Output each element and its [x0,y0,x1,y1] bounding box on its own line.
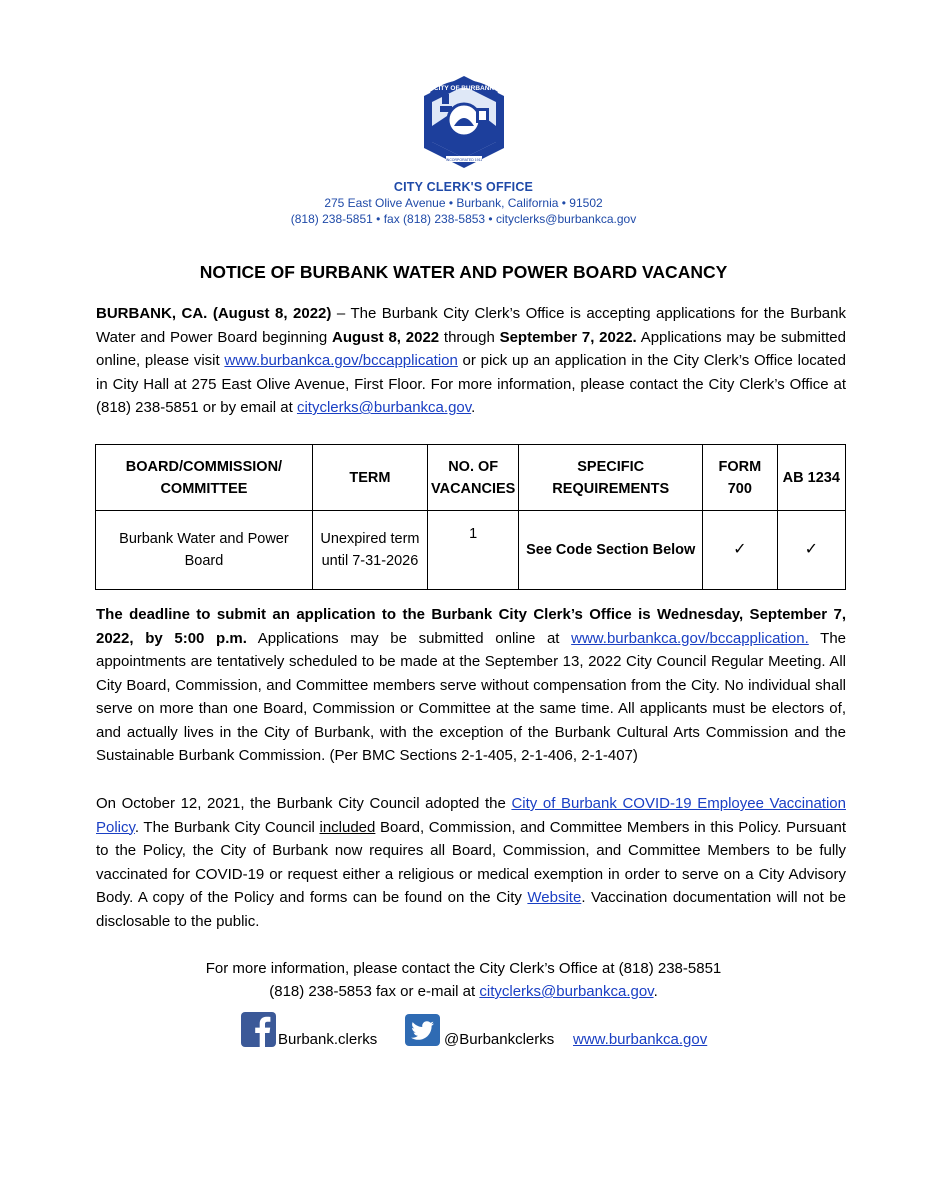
office-address: 275 East Olive Avenue • Burbank, California • 91502 [324,196,603,210]
cell-requirements: See Code Section Below [519,511,703,590]
footer-email-line [0,983,927,1000]
included-word: included [319,818,376,836]
footer-email-suffix: . [653,983,658,1000]
header-requirements: SPECIFIC REQUIREMENTS [519,445,703,511]
header-board: BOARD/COMMISSION/ COMMITTEE [96,445,313,511]
dateline: BURBANK, CA. (August 8, 2022) [96,305,332,322]
office-name: CITY CLERK'S OFFICE [393,180,534,194]
facebook-icon[interactable] [241,1012,276,1047]
facebook-handle-text: Burbank.clerks [278,1031,378,1048]
notice-title: NOTICE OF BURBANK WATER AND POWER BOARD VACANCY [199,262,728,282]
deadline-text-1: Applications may be submitted online at [246,629,572,647]
header-ab1234: AB 1234 [777,445,845,511]
intro-text-2: through [439,328,500,346]
intro-text-3: Applications may be submitted online, please visit [96,328,846,369]
seal-top-text: CITY OF BURBANK [433,85,495,92]
cell-term: Unexpired term until 7-31-2026 [312,511,427,590]
end-date: September 7, 2022. [499,328,637,346]
deadline-text: The deadline to submit an application to the Burbank City Clerk’s Office is Wednesday, September 7, 2022, by 5:00 p.m. [96,606,846,647]
covid-text-2: . The Burbank City Council [134,818,320,836]
header-form700: FORM 700 [703,445,777,511]
intro-text-5: . [471,399,476,416]
cell-vacancies: 1 [428,511,519,590]
footer-email-link[interactable]: cityclerks@burbankca.gov [479,983,654,1000]
covid-paragraph [96,792,846,933]
intro-paragraph [96,302,846,420]
deadline-text-2: The appointments are tentatively scheduled to be made at the September 13, 2022 City Council Regular Meeting. All City Board, Commission, and Committee members serve without compensation from the City. No individual shall serve on more than one Board, Commission or Committee at the same time. All applicants must be electors of, and actually lives in the City of Burbank, with the exception of the Burbank Cultural Arts Commission and the Sustainable Burbank Commission. (Per BMC Sections 2-1-405, 2-1-406, 2-1-407) [96,629,846,764]
twitter-icon[interactable] [405,1014,440,1046]
covid-text-3: Board, Commission, and Committee Members in this Policy. Pursuant to the Policy, the City of Burbank now requires all Board, Commission, and Committee Members to be fully vaccinated for COVID-19 or request either a religious or medical exemption in order to serve on a City Advisory Body. A copy of the Policy and forms can be found on the City [96,818,847,906]
footer-email-prefix: (818) 238-5853 fax or e-mail at [269,983,480,1000]
footer-contact-line: For more information, please contact the City Clerk’s Office at (818) 238-5851 [205,960,722,977]
intro-text-1: – The Burbank City Clerk’s Office is accepting applications for the Burbank Water and Power Board beginning [96,305,846,346]
table-header-row [96,445,846,511]
ab1234-check: ✓ [777,511,845,590]
header-vacancies: NO. OF VACANCIES [428,445,519,511]
seal-bottom-text: INCORPORATED 1911 [445,158,483,162]
vacancy-table [95,444,846,590]
vaccination-policy-link[interactable]: City of Burbank COVID-19 Employee Vaccination Policy [96,795,846,836]
start-date: August 8, 2022 [332,328,440,346]
city-seal-logo [416,70,512,174]
deadline-application-link[interactable]: www.burbankca.gov/bccapplication. [571,629,809,647]
email-link[interactable]: cityclerks@burbankca.gov [296,399,472,416]
cell-board: Burbank Water and Power Board [96,511,313,590]
footer-website-link[interactable]: www.burbankca.gov [573,1031,708,1048]
header-term: TERM [312,445,427,511]
table-row [96,511,846,590]
intro-text-4: or pick up an application in the City Clerk’s Office located in City Hall at 275 East Olive Avenue, First Floor. For more information, please contact the City Clerk’s Office at (818) 238-5851 or by email at [96,352,846,416]
office-contact: (818) 238-5851 • fax (818) 238-5853 • cityclerks@burbankca.gov [290,212,637,226]
deadline-paragraph [96,603,846,768]
website-link[interactable]: Website [527,889,582,906]
twitter-handle-text: @Burbankclerks [444,1031,555,1048]
form700-check: ✓ [703,511,777,590]
application-link[interactable]: www.burbankca.gov/bccapplication [224,352,458,369]
covid-text-1: On October 12, 2021, the Burbank City Council adopted the [96,795,512,812]
covid-text-4: . Vaccination documentation will not be disclosable to the public. [96,889,846,930]
